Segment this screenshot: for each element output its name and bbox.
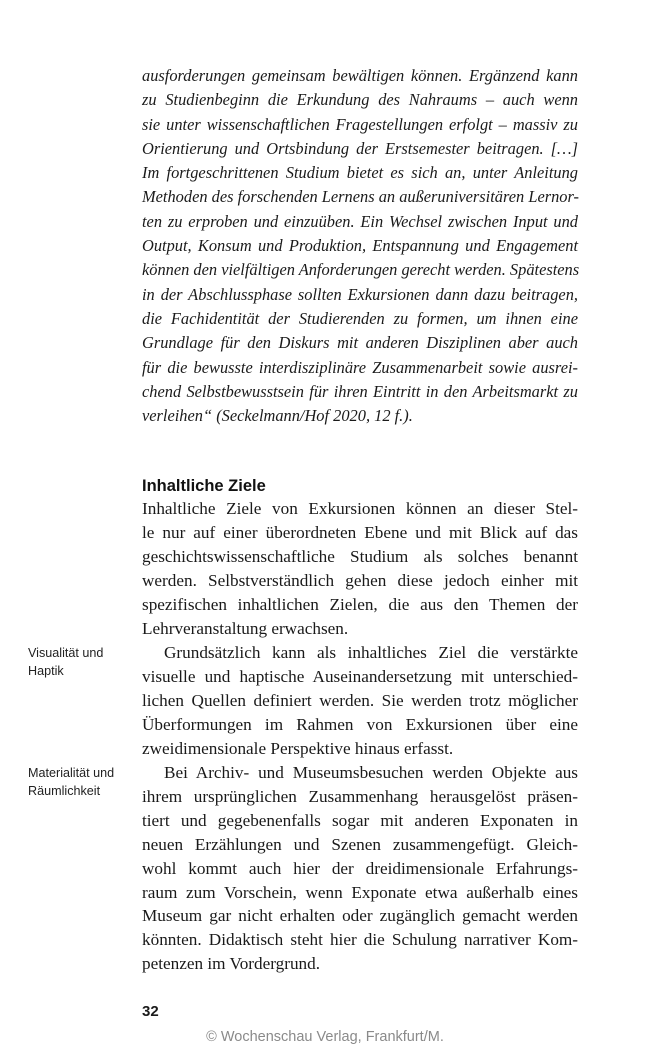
section-heading: Inhaltliche Ziele — [142, 477, 266, 495]
quote-line: ausforderungen gemeinsam bewältigen können. Ergänzend kann — [142, 66, 578, 85]
text-line: werden. Selbstverständlich gehen diese jedoch einher mit — [142, 570, 578, 590]
text-line: Grundsätzlich kann als inhaltliches Ziel die verstärkte — [164, 643, 578, 662]
text-line: le nur auf einer überordneten Ebene und mit Blick auf das — [142, 522, 578, 542]
text-line: zweidimensionale Perspektive hinaus erfasst. — [142, 738, 454, 758]
margin-note-line: Haptik — [28, 664, 64, 678]
page-number: 32 — [142, 1003, 159, 1020]
quote-line: sie unter wissenschaftlichen Fragestellungen erfolgt – massiv zu — [142, 114, 578, 134]
text-line: Lehrveranstaltung erwachsen. — [142, 618, 349, 638]
paragraph-3 — [142, 761, 578, 976]
copyright-notice: © Wochenschau Verlag, Frankfurt/M. — [206, 1029, 444, 1045]
text-line: raum zum Vorschein, wenn Exponate etwa außerhalb eines — [142, 882, 578, 902]
text-line: Museum gar nicht erhalten oder zugänglich gemacht werden — [142, 906, 578, 926]
quote-line: Output, Konsum und Produktion, Entspannung und Engagement — [142, 236, 578, 256]
text-line: geschichtswissenschaftliche Studium als solches benannt — [142, 546, 578, 566]
text-line: Überformungen im Rahmen von Exkursionen über eine — [142, 714, 578, 734]
quote-line: ten zu erproben und einzuüben. Ein Wechsel zwischen Input und — [142, 211, 578, 231]
text-line: lichen Quellen definiert werden. Sie werden trotz möglicher — [142, 690, 578, 710]
text-line: Bei Archiv- und Museumsbesuchen werden Objekte aus — [164, 763, 578, 782]
margin-note-line: Räumlichkeit — [28, 784, 101, 798]
paragraph-1 — [142, 497, 578, 640]
quote-line: Grundlage für den Diskurs mit anderen Disziplinen aber auch — [142, 333, 578, 353]
text-line: neuen Erzählungen und Szenen zusammengefügt. Gleich- — [142, 834, 578, 854]
text-line: wohl kommt auch hier der dreidimensionale Erfahrungs- — [142, 858, 578, 878]
margin-note-visualitaet — [28, 644, 138, 680]
text-line: ihrem ursprünglichen Zusammenhang herausgelöst präsen- — [142, 786, 578, 806]
text-line: petenzen im Vordergrund. — [142, 954, 321, 974]
quote-line: Methoden des forschenden Lernens an außeruniversitären Lernor- — [142, 187, 579, 207]
margin-note-line: Materialität und — [28, 766, 115, 780]
text-line: tiert und gegebenenfalls sogar mit anderen Exponaten in — [142, 810, 578, 830]
paragraph-2 — [142, 641, 578, 761]
block-quote — [142, 64, 578, 428]
margin-note-line: Visualität und — [28, 646, 104, 660]
quote-line: zu Studienbeginn die Erkundung des Nahraums – auch wenn — [142, 90, 578, 110]
quote-line: Orientierung und Ortsbindung der Erstsemester beitragen. […] — [142, 138, 578, 158]
quote-line: für die bewusste interdisziplinäre Zusammenarbeit sowie ausrei- — [142, 357, 578, 377]
text-line: visuelle und haptische Auseinandersetzung mit unterschied- — [142, 666, 578, 686]
quote-line: Im fortgeschrittenen Studium bietet es sich an, unter Anleitung — [142, 163, 578, 183]
quote-line: chend Selbstbewusstsein für ihren Eintritt in den Arbeitsmarkt zu — [142, 381, 578, 401]
text-line: spezifischen inhaltlichen Zielen, die aus den Themen der — [142, 594, 578, 614]
quote-line: können den vielfältigen Anforderungen gerecht werden. Spätestens — [142, 260, 580, 280]
text-line: Inhaltliche Ziele von Exkursionen können an dieser Stel- — [142, 499, 578, 518]
quote-line: verleihen“ (Seckelmann/Hof 2020, 12 f.). — [142, 406, 413, 426]
quote-line: in der Abschlussphase sollten Exkursionen dann dazu beitragen, — [142, 284, 578, 304]
margin-note-materialitaet — [28, 764, 138, 800]
text-line: könnten. Didaktisch steht hier die Schulung narrativer Kom- — [142, 930, 578, 950]
quote-line: die Fachidentität der Studierenden zu formen, um ihnen eine — [142, 308, 578, 328]
